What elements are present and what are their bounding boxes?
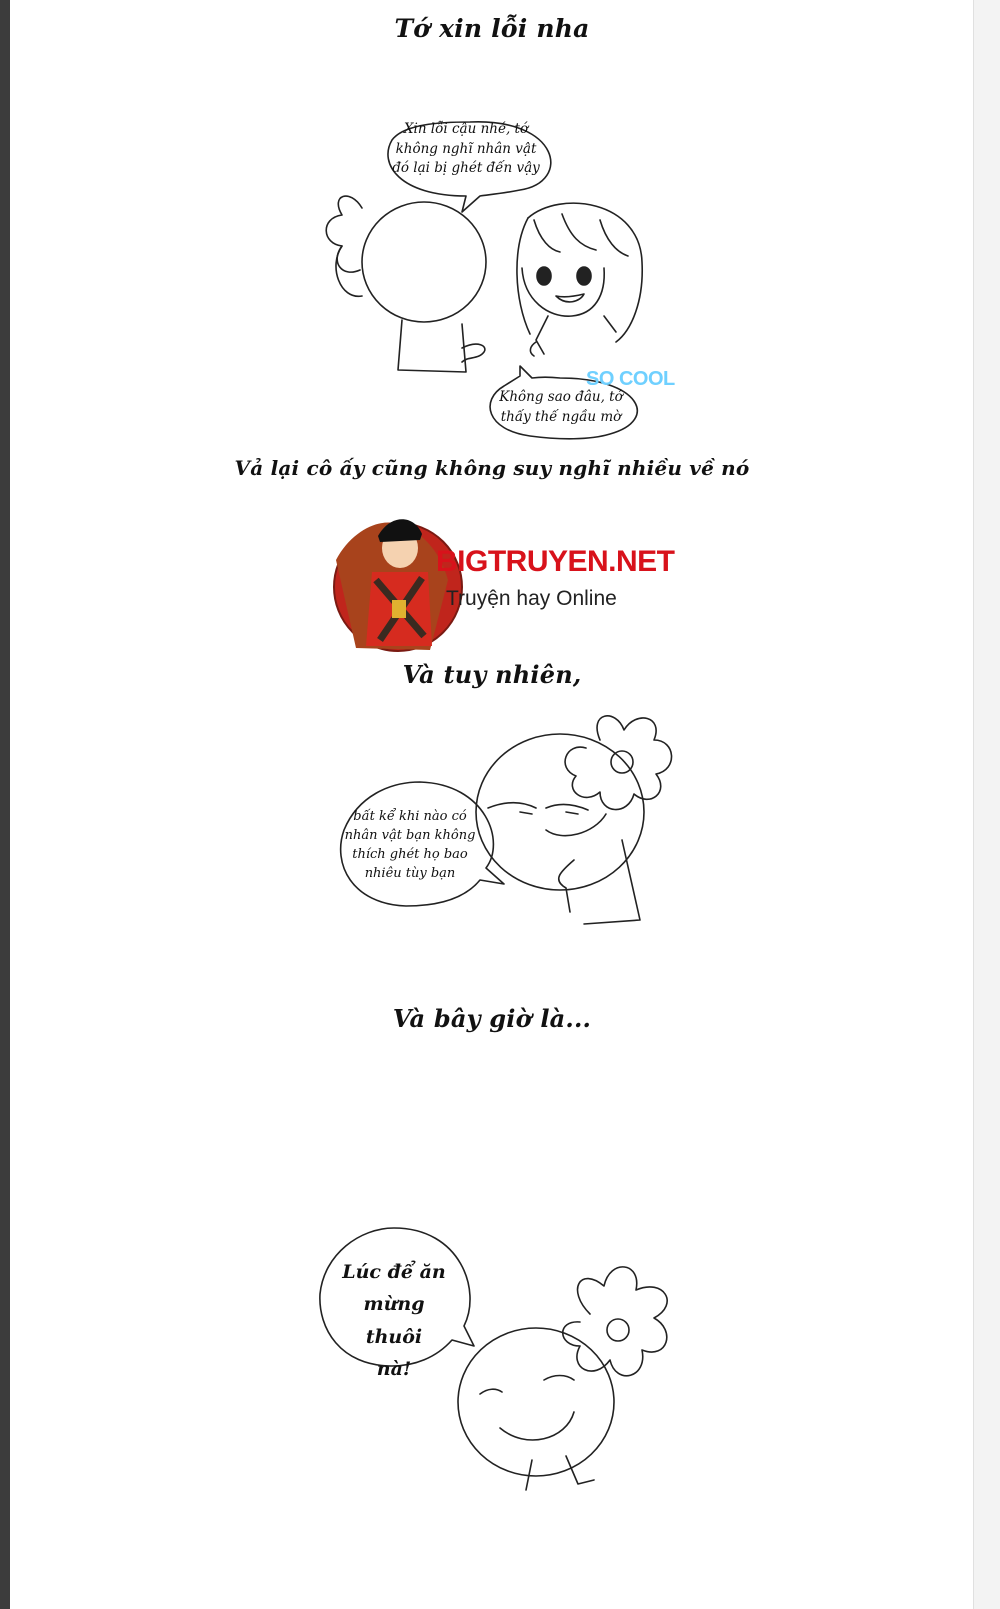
bubble-2-line-2: thấy thế ngầu mờ <box>500 408 622 425</box>
bubble-3-line-1: bất kể khi nào có <box>353 809 467 824</box>
bubble-1-line-1: Xin lỗi cậu nhé, tớ <box>403 121 529 137</box>
logo-title: BIGTRUYEN.NET <box>436 545 675 578</box>
bubble-3-line-4: nhiêu tùy bạn <box>364 865 456 881</box>
bubble-1-line-3: đó lại bị ghét đến vậy <box>392 160 540 177</box>
flower-character-back <box>326 196 486 372</box>
caption-2: Vả lại cô ấy cũng không suy nghĩ nhiều về nó <box>234 456 750 480</box>
bubble-3-line-2: nhân vật bạn không <box>344 827 476 843</box>
caption-1: Tớ xin lỗi nha <box>394 14 590 43</box>
bubble-1-line-2: không nghĩ nhân vật <box>395 140 537 157</box>
bubble-3-text <box>340 808 480 883</box>
bubble-4-line-1: Lúc để ăn <box>342 1261 446 1283</box>
pirate-avatar-icon <box>334 519 462 651</box>
bubble-4-line-2: mừng thuôi <box>363 1293 425 1348</box>
bubble-4-line-3: nà! <box>376 1357 412 1380</box>
logo-subtitle: Truyện hay Online <box>446 587 617 610</box>
bubble-3-line-3: thích ghét họ bao <box>352 846 468 862</box>
caption-3: Và tuy nhiên, <box>402 660 582 689</box>
bubble-2-line-1: Không sao đâu, tớ <box>499 389 623 405</box>
so-cool-sticker: SO COOL <box>586 368 675 390</box>
bubble-2-text <box>496 388 626 427</box>
bubble-4-text <box>334 1256 454 1385</box>
bubble-1-text <box>386 120 546 179</box>
girl-character <box>517 203 642 356</box>
flower-character-laughing <box>458 1267 667 1490</box>
flower-character-smug <box>476 716 672 924</box>
caption-4: Và bây giờ là... <box>392 1004 592 1033</box>
